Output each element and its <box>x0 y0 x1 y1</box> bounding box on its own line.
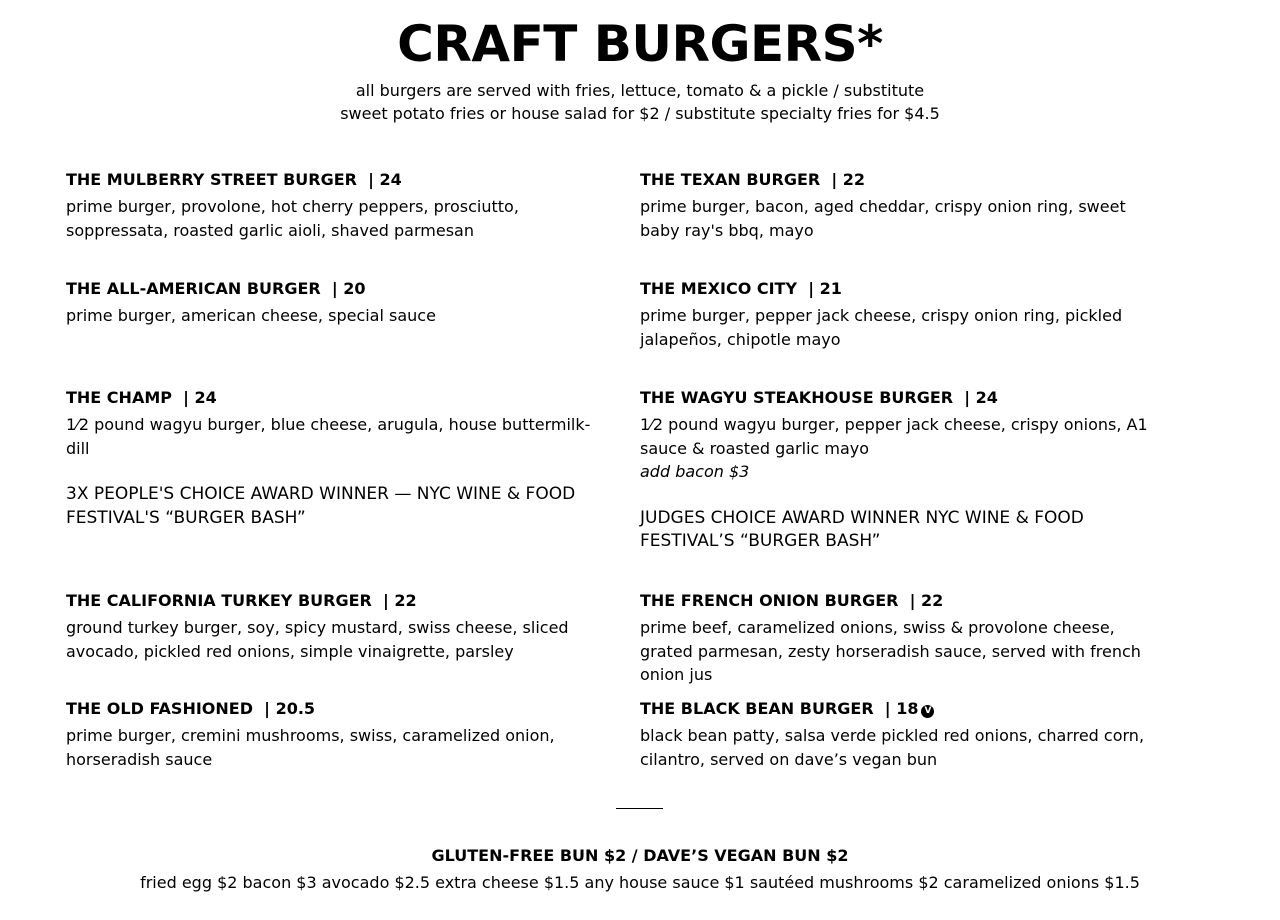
menu-item-description: prime burger, provolone, hot cherry peppers, prosciutto, soppressata, roasted garlic aioli, shaved parmesan <box>66 197 519 240</box>
menu-item-price: 24 <box>379 170 402 189</box>
menu-item-heading <box>640 387 1150 409</box>
menu-item-wagyu-steakhouse <box>640 387 1150 554</box>
menu-item-description: prime burger, pepper jack cheese, crispy onion ring, pickled jalapeños, chipotle mayo <box>640 306 1123 349</box>
menu-item-description: prime burger, cremini mushrooms, swiss, caramelized onion, horseradish sauce <box>66 726 555 769</box>
menu-item-price: 24 <box>975 388 998 407</box>
menu-item-texan <box>640 169 1150 242</box>
menu-item-heading <box>66 278 596 300</box>
menu-item-addon: add bacon $3 <box>640 462 750 481</box>
menu-item-heading <box>66 387 596 409</box>
menu-item-description: prime beef, caramelized onions, swiss & provolone cheese, grated parmesan, zesty horseradish sauce, served with french onion jus <box>640 618 1141 684</box>
menu-item-name: THE FRENCH ONION BURGER <box>640 591 899 610</box>
price-separator: | <box>909 591 916 610</box>
vegan-badge-icon: V <box>921 705 934 718</box>
menu-item-description: 1⁄2 pound wagyu burger, pepper jack cheese, crispy onions, A1 sauce & roasted garlic mayo <box>640 415 1148 458</box>
menu-item-heading <box>640 169 1150 191</box>
menu-item-name: THE OLD FASHIONED <box>66 699 253 718</box>
price-separator: | <box>331 279 338 298</box>
menu-item-description: black bean patty, salsa verde pickled red onions, charred corn, cilantro, served on dave’s vegan bun <box>640 726 1145 769</box>
menu-item-old-fashioned <box>66 698 596 771</box>
menu-item-california-turkey <box>66 590 596 663</box>
menu-item-black-bean <box>640 698 1150 771</box>
menu-item-name: THE MEXICO CITY <box>640 279 798 298</box>
menu-item-name: THE WAGYU STEAKHOUSE BURGER <box>640 388 954 407</box>
price-separator: | <box>808 279 815 298</box>
menu-item-price: 22 <box>842 170 866 189</box>
bun-options: GLUTEN-FREE BUN $2 / DAVE’S VEGAN BUN $2 <box>431 846 849 865</box>
menu-item-heading <box>640 698 1150 720</box>
menu-item-heading <box>66 698 596 720</box>
menu-item-heading <box>640 590 1150 612</box>
menu-item-heading <box>66 590 596 612</box>
price-separator: | <box>884 699 891 718</box>
menu-item-description: prime burger, bacon, aged cheddar, crispy onion ring, sweet baby ray's bbq, mayo <box>640 197 1126 240</box>
award-note: JUDGES CHOICE AWARD WINNER NYC WINE & FOOD FESTIVAL’S “BURGER BASH” <box>640 507 1084 551</box>
menu-item-the-champ <box>66 387 596 530</box>
menu-item-price: 24 <box>194 388 217 407</box>
menu-item-name: THE CALIFORNIA TURKEY BURGER <box>66 591 372 610</box>
menu-item-price: 18 <box>896 699 919 718</box>
award-note: 3X PEOPLE'S CHOICE AWARD WINNER — NYC WINE & FOOD FESTIVAL'S “BURGER BASH” <box>66 484 576 528</box>
menu-item-name: THE BLACK BEAN BURGER <box>640 699 874 718</box>
menu-item-description: ground turkey burger, soy, spicy mustard, swiss cheese, sliced avocado, pickled red onions, simple vinaigrette, parsley <box>66 618 569 661</box>
menu-item-name: THE TEXAN BURGER <box>640 170 821 189</box>
menu-item-price: 21 <box>819 279 842 298</box>
price-separator: | <box>964 388 971 407</box>
price-separator: | <box>183 388 189 407</box>
menu-item-name: THE MULBERRY STREET BURGER <box>66 170 357 189</box>
menu-item-price: 20.5 <box>275 699 316 718</box>
menu-item-heading <box>640 278 1150 300</box>
menu-item-mexico-city <box>640 278 1150 351</box>
section-divider <box>616 808 663 809</box>
menu-item-price: 22 <box>394 591 417 610</box>
menu-item-description: prime burger, american cheese, special sauce <box>66 306 436 325</box>
menu-subtitle-line-1: all burgers are served with fries, lettuce, tomato & a pickle / substitute <box>355 81 925 100</box>
menu-item-price: 20 <box>343 279 366 298</box>
menu-title: CRAFT BURGERS* <box>397 15 883 73</box>
menu-item-french-onion <box>640 590 1150 687</box>
menu-subtitle-line-2: sweet potato fries or house salad for $2 / substitute specialty fries for $4.5 <box>340 104 940 123</box>
menu-item-description: 1⁄2 pound wagyu burger, blue cheese, arugula, house buttermilk-dill <box>66 415 591 458</box>
menu-item-name: THE ALL-AMERICAN BURGER <box>66 279 321 298</box>
price-separator: | <box>382 591 389 610</box>
menu-item-mulberry-street <box>66 169 596 242</box>
price-separator: | <box>264 699 270 718</box>
menu-item-heading <box>66 169 596 191</box>
price-separator: | <box>368 170 374 189</box>
price-separator: | <box>831 170 838 189</box>
menu-item-name: THE CHAMP <box>66 388 172 407</box>
menu-item-all-american <box>66 278 596 328</box>
addon-options: fried egg $2 bacon $3 avocado $2.5 extra cheese $1.5 any house sauce $1 sautéed mushrooms $2 caramelized onions $1.5 <box>140 873 1140 892</box>
menu-item-price: 22 <box>921 591 944 610</box>
